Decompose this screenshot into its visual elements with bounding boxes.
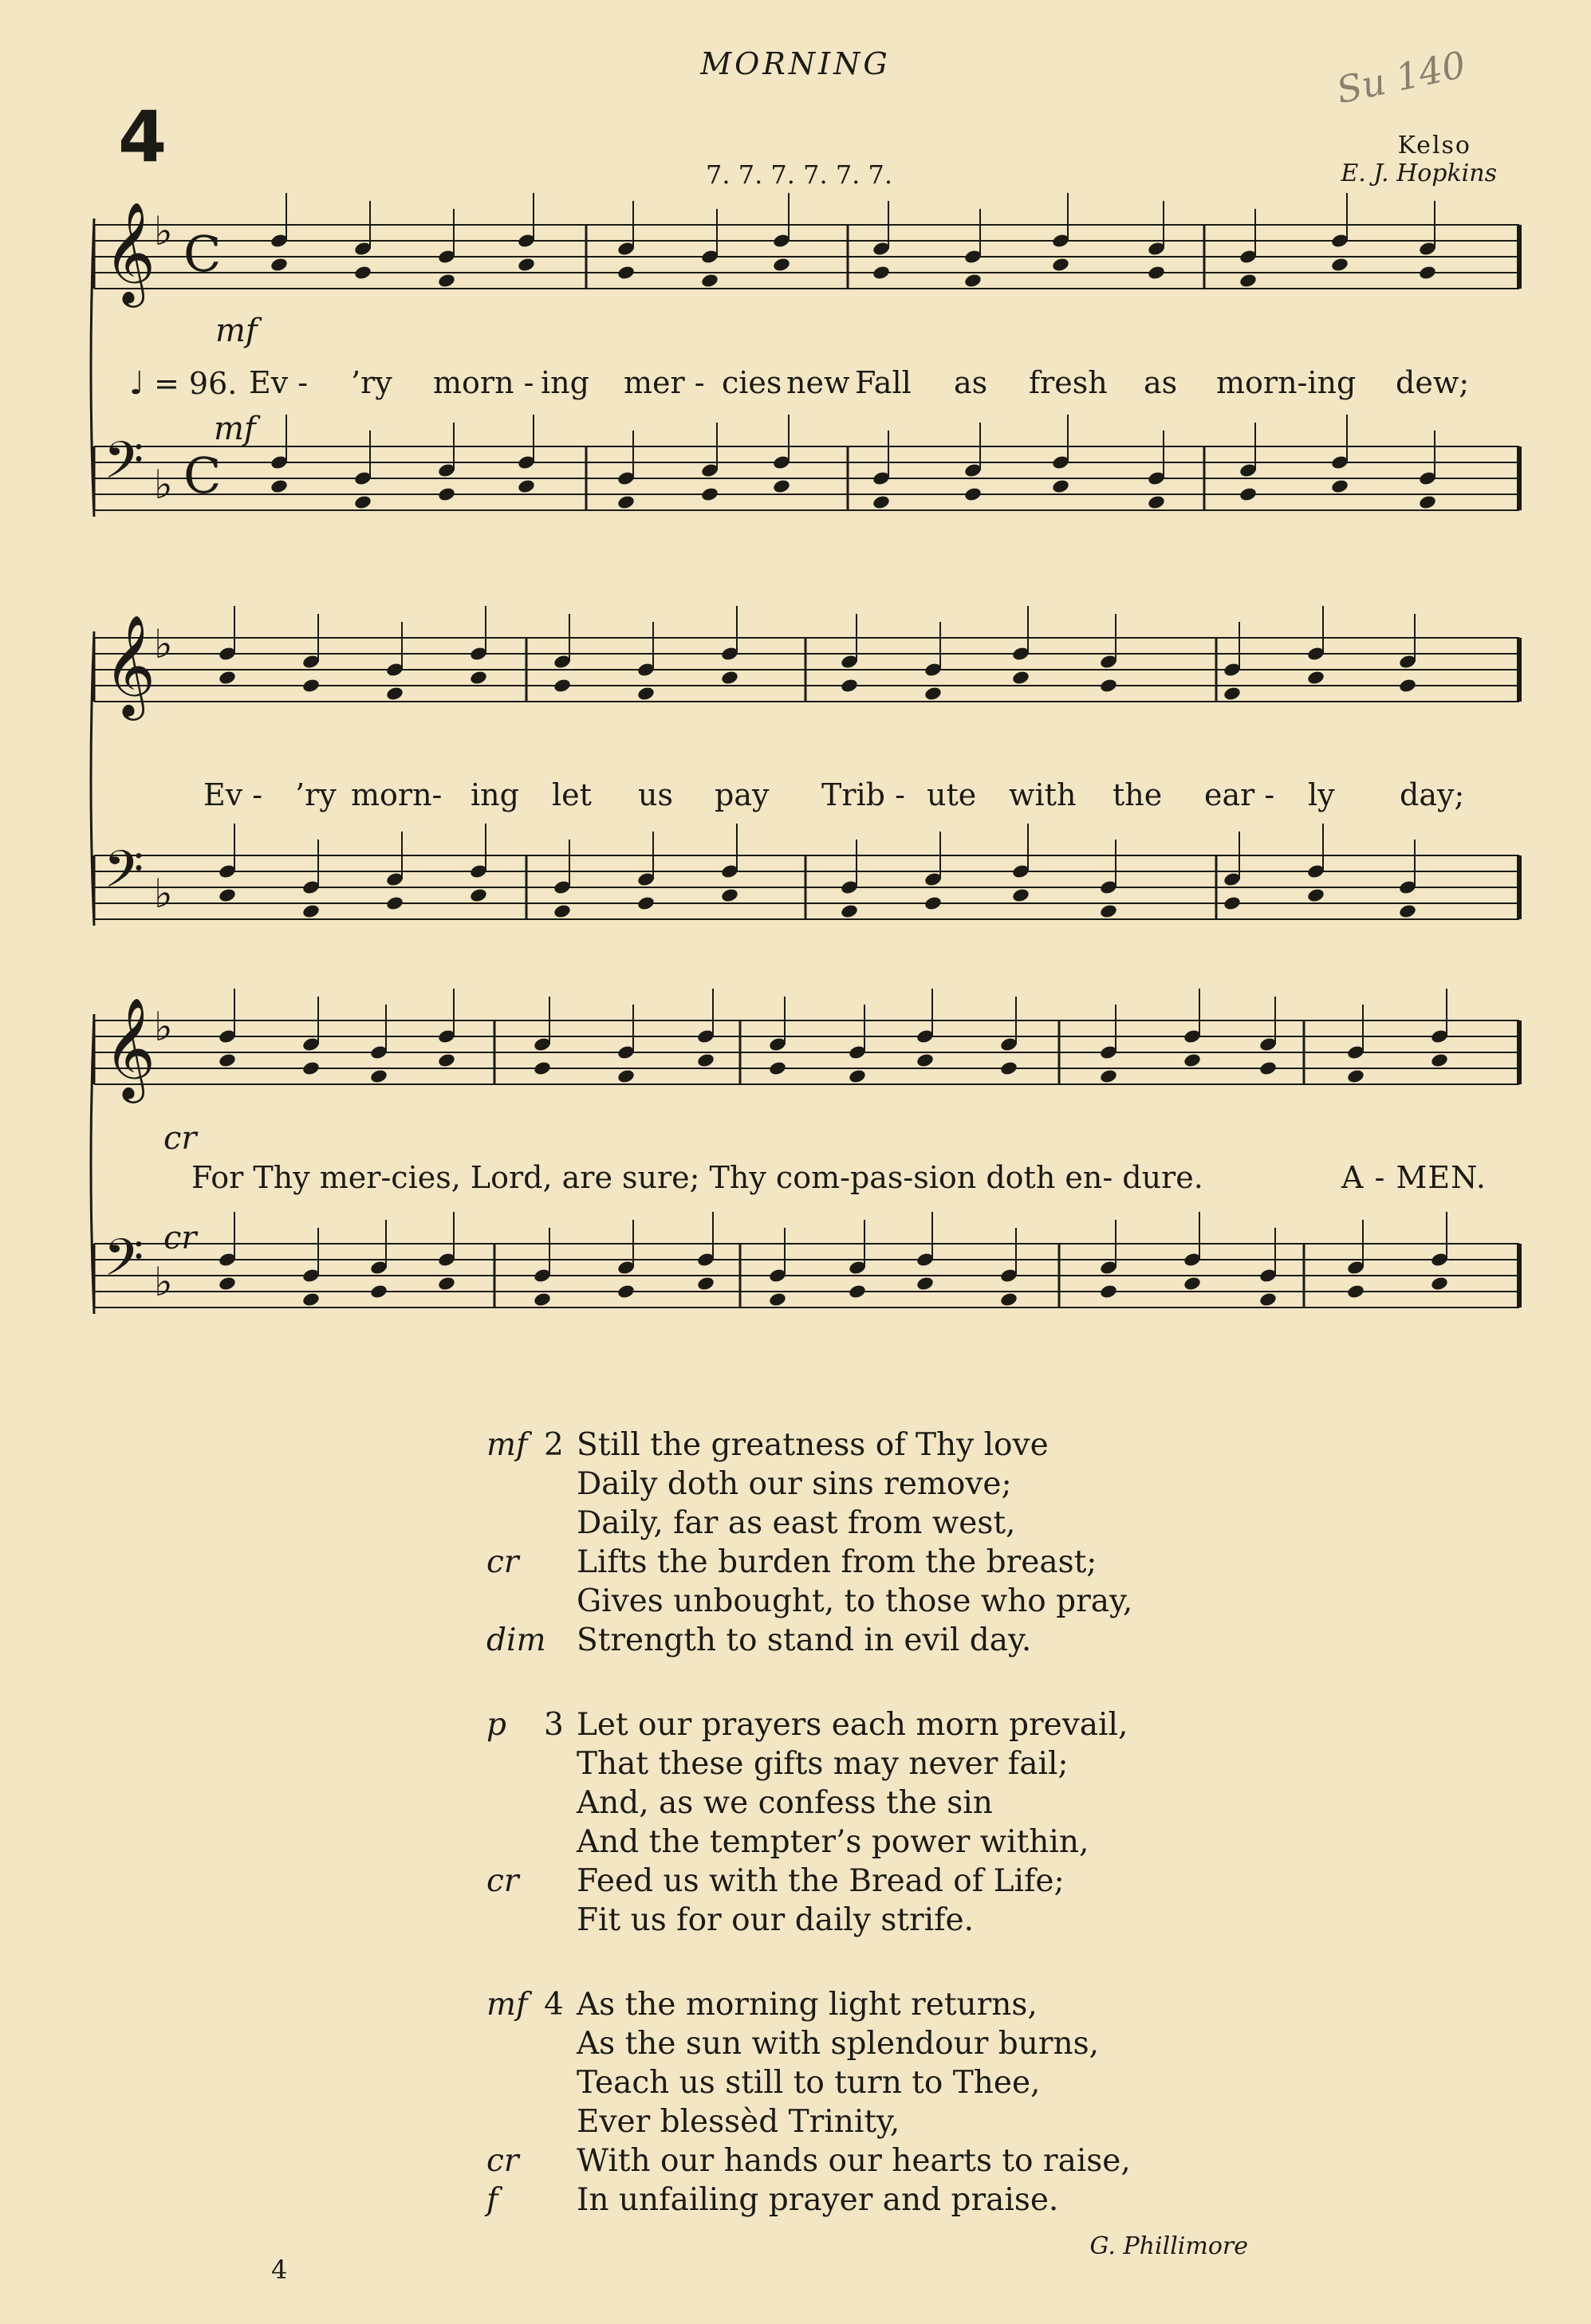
tune-name: Kelso bbox=[1397, 132, 1471, 159]
flat-icon: ♭ bbox=[154, 462, 173, 508]
lyric-syllable: the bbox=[1113, 777, 1163, 812]
notehead bbox=[916, 1052, 935, 1068]
notehead bbox=[1258, 1292, 1278, 1307]
notehead bbox=[1223, 686, 1242, 702]
dynamic-mark: cr bbox=[486, 1863, 519, 1899]
composer: E. J. Hopkins bbox=[1341, 159, 1497, 187]
verse-line bbox=[478, 2102, 1132, 2141]
notehead bbox=[923, 686, 943, 702]
notehead bbox=[636, 686, 656, 702]
notehead bbox=[1099, 903, 1118, 919]
treble-clef-icon: 𝄞 bbox=[104, 614, 156, 716]
verse-text: Daily doth our sins remove; bbox=[577, 1466, 1012, 1502]
verse-number: 2 bbox=[544, 1427, 564, 1463]
verse-line bbox=[478, 1425, 1132, 1465]
lyric-syllable: Trib - bbox=[821, 777, 905, 812]
verse-line bbox=[478, 1582, 1132, 1621]
dynamic-mark: dim bbox=[486, 1622, 546, 1658]
lyric-syllable: Ev - bbox=[203, 777, 263, 812]
pencil-annotation: Su 140 bbox=[1333, 42, 1470, 112]
hymn-author: G. Phillimore bbox=[1089, 2232, 1248, 2260]
common-time-icon: C bbox=[183, 225, 222, 283]
meter: 7. 7. 7. 7. 7. 7. bbox=[706, 159, 893, 190]
tempo-marking bbox=[129, 365, 237, 402]
notehead bbox=[768, 1292, 787, 1307]
lyric-syllable: fresh bbox=[1029, 365, 1108, 400]
notehead bbox=[553, 903, 572, 919]
notehead bbox=[1306, 887, 1325, 903]
dynamic-mark: p bbox=[486, 1707, 506, 1743]
verse-text: Let our prayers each morn prevail, bbox=[577, 1707, 1128, 1743]
lyric-syllable: morn - bbox=[433, 365, 534, 400]
notehead bbox=[517, 257, 536, 273]
lyric-syllable: dew; bbox=[1396, 365, 1470, 400]
notehead bbox=[533, 1292, 552, 1307]
notehead bbox=[999, 1060, 1018, 1076]
verse-number: 3 bbox=[544, 1707, 564, 1743]
lyric-syllable: morn- bbox=[351, 777, 443, 812]
lyric-syllable: Fall bbox=[855, 365, 912, 400]
notehead bbox=[1183, 1276, 1202, 1292]
lyric-syllable: mer - bbox=[624, 365, 705, 400]
notehead bbox=[533, 1060, 552, 1076]
notehead bbox=[469, 670, 488, 686]
bass-clef-icon: 𝄢 bbox=[104, 840, 144, 912]
verse-line bbox=[478, 2141, 1132, 2180]
dynamic-mark: cr bbox=[486, 2143, 519, 2179]
notehead bbox=[353, 265, 372, 281]
notehead bbox=[916, 1276, 935, 1292]
dynamic-mark: cr bbox=[163, 1120, 197, 1157]
lyric-syllable: ly bbox=[1308, 777, 1335, 812]
verse-number: 4 bbox=[544, 1987, 564, 2023]
notehead bbox=[1418, 265, 1437, 281]
dynamic-mark: mf bbox=[486, 1987, 528, 2023]
dynamic-mark: mf bbox=[215, 313, 258, 349]
treble-clef-icon: 𝄞 bbox=[104, 201, 156, 303]
notehead bbox=[437, 1052, 456, 1068]
notehead bbox=[517, 478, 536, 494]
notehead bbox=[1306, 670, 1325, 686]
lyric-syllable: as bbox=[1144, 365, 1178, 400]
stanza bbox=[478, 1705, 1132, 1940]
verse-line bbox=[478, 1543, 1132, 1582]
lyric-syllable: us bbox=[638, 777, 673, 812]
verse-text: With our hands our hearts to raise, bbox=[577, 2143, 1131, 2179]
notehead bbox=[301, 1060, 321, 1076]
notehead bbox=[1330, 478, 1349, 494]
notehead bbox=[616, 1284, 636, 1300]
notehead bbox=[768, 1060, 787, 1076]
verse-text: Feed us with the Bread of Life; bbox=[577, 1863, 1065, 1899]
verse-line bbox=[478, 1783, 1132, 1823]
notehead bbox=[218, 670, 237, 686]
notehead bbox=[218, 1276, 237, 1292]
notehead bbox=[636, 895, 656, 911]
lyric-syllable: with bbox=[1009, 777, 1077, 812]
verse-line bbox=[478, 2180, 1132, 2220]
notehead bbox=[616, 1068, 636, 1084]
verses-block bbox=[478, 1425, 1132, 2265]
verse-line bbox=[478, 2024, 1132, 2063]
notehead bbox=[1099, 678, 1118, 694]
lyric-syllable: morn-ing bbox=[1216, 365, 1357, 400]
verse-text: As the morning light returns, bbox=[577, 1987, 1038, 2023]
verse-text: Ever blessèd Trinity, bbox=[577, 2104, 900, 2140]
notehead bbox=[270, 257, 289, 273]
bass-clef-icon: 𝄢 bbox=[104, 1229, 144, 1300]
notehead bbox=[1099, 1068, 1118, 1084]
verse-line bbox=[478, 1465, 1132, 1504]
notehead bbox=[1239, 273, 1258, 289]
quarter-note-icon: ♩ bbox=[129, 365, 144, 402]
notehead bbox=[848, 1284, 867, 1300]
lyric-syllable: new bbox=[786, 365, 850, 400]
notehead bbox=[700, 273, 719, 289]
tempo-value: = 96. bbox=[153, 366, 238, 401]
verse-text: Teach us still to turn to Thee, bbox=[577, 2065, 1041, 2101]
notehead bbox=[616, 494, 636, 510]
notehead bbox=[301, 678, 321, 694]
notehead bbox=[1051, 257, 1070, 273]
flat-icon: ♭ bbox=[154, 621, 173, 667]
notehead bbox=[696, 1052, 715, 1068]
verse-line bbox=[478, 1823, 1132, 1862]
notehead bbox=[1147, 265, 1166, 281]
notehead bbox=[696, 1276, 715, 1292]
notehead bbox=[963, 486, 983, 502]
notehead bbox=[301, 1292, 321, 1307]
lyric-syllable: ing bbox=[471, 777, 519, 812]
notehead bbox=[1183, 1052, 1202, 1068]
lyric-syllable: ute bbox=[927, 777, 977, 812]
verse-line bbox=[478, 1621, 1132, 1660]
lyric-syllable: as bbox=[954, 365, 988, 400]
notehead bbox=[1011, 887, 1030, 903]
verse-text: Lifts the burden from the breast; bbox=[577, 1544, 1097, 1580]
verse-line bbox=[478, 1705, 1132, 1744]
notehead bbox=[1418, 494, 1437, 510]
lyric-syllable: day; bbox=[1400, 777, 1465, 812]
verse-line bbox=[478, 1985, 1132, 2024]
verse-text: Fit us for our daily strife. bbox=[577, 1902, 975, 1938]
flat-icon: ♭ bbox=[154, 1004, 173, 1050]
notehead bbox=[1051, 478, 1070, 494]
notehead bbox=[1330, 257, 1349, 273]
notehead bbox=[385, 895, 404, 911]
notehead bbox=[720, 887, 739, 903]
notehead bbox=[1011, 670, 1030, 686]
verse-line bbox=[478, 1504, 1132, 1543]
lyric-syllable: ing bbox=[541, 365, 589, 400]
notehead bbox=[999, 1292, 1018, 1307]
verse-text: And the tempter’s power within, bbox=[577, 1824, 1089, 1860]
lyric-syllable: let bbox=[552, 777, 592, 812]
lyric-syllable: Ev - bbox=[249, 365, 309, 400]
notehead bbox=[1346, 1068, 1365, 1084]
notehead bbox=[1398, 903, 1417, 919]
dynamic-mark: cr bbox=[486, 1544, 519, 1580]
lyrics-system-3: For Thy mer-cies, Lord, are sure; Thy com-pas-sion doth en- dure. bbox=[191, 1160, 1203, 1195]
notehead bbox=[872, 494, 891, 510]
lyric-syllable: pay bbox=[715, 777, 770, 812]
verse-text: And, as we confess the sin bbox=[577, 1785, 993, 1821]
treble-clef-icon: 𝄞 bbox=[104, 997, 156, 1099]
dynamic-mark: mf bbox=[486, 1427, 528, 1463]
notehead bbox=[1346, 1284, 1365, 1300]
bass-clef-icon: 𝄢 bbox=[104, 431, 144, 503]
amen-lyric: A - MEN. bbox=[1341, 1160, 1487, 1195]
notehead bbox=[840, 903, 859, 919]
notehead bbox=[963, 273, 983, 289]
notehead bbox=[1239, 486, 1258, 502]
lyric-syllable: ear - bbox=[1204, 777, 1275, 812]
notehead bbox=[437, 486, 456, 502]
notehead bbox=[353, 494, 372, 510]
notehead bbox=[616, 265, 636, 281]
dynamic-mark: mf bbox=[214, 411, 256, 447]
notehead bbox=[1099, 1284, 1118, 1300]
notehead bbox=[1398, 678, 1417, 694]
verse-text: In unfailing prayer and praise. bbox=[577, 2182, 1059, 2218]
section-title: MORNING bbox=[700, 46, 891, 81]
verse-text: Still the greatness of Thy love bbox=[577, 1427, 1049, 1463]
notehead bbox=[700, 486, 719, 502]
stanza bbox=[478, 1425, 1132, 1660]
flat-icon: ♭ bbox=[154, 871, 173, 917]
notehead bbox=[1223, 895, 1242, 911]
dynamic-mark: cr bbox=[163, 1220, 197, 1256]
flat-icon: ♭ bbox=[154, 208, 173, 254]
flat-icon: ♭ bbox=[154, 1259, 173, 1305]
notehead bbox=[848, 1068, 867, 1084]
notehead bbox=[872, 265, 891, 281]
notehead bbox=[437, 273, 456, 289]
notehead bbox=[1258, 1060, 1278, 1076]
lyric-syllable: ’ry bbox=[295, 777, 337, 812]
notehead bbox=[720, 670, 739, 686]
verse-text: Daily, far as east from west, bbox=[577, 1505, 1016, 1541]
notehead bbox=[1430, 1052, 1449, 1068]
verse-text: That these gifts may never fail; bbox=[577, 1746, 1069, 1782]
notehead bbox=[469, 887, 488, 903]
common-time-icon: C bbox=[183, 446, 222, 505]
notehead bbox=[772, 257, 791, 273]
notehead bbox=[218, 887, 237, 903]
notehead bbox=[553, 678, 572, 694]
verse-line bbox=[478, 1862, 1132, 1901]
page-number: 4 bbox=[271, 2255, 288, 2285]
notehead bbox=[385, 686, 404, 702]
verse-text: As the sun with splendour burns, bbox=[577, 2026, 1100, 2062]
hymn-number: 4 bbox=[118, 96, 167, 178]
verse-text: Strength to stand in evil day. bbox=[577, 1622, 1032, 1658]
verse-text: Gives unbought, to those who pray, bbox=[577, 1583, 1133, 1619]
verse-line bbox=[478, 2063, 1132, 2102]
notehead bbox=[218, 1052, 237, 1068]
notehead bbox=[301, 903, 321, 919]
verse-line bbox=[478, 1901, 1132, 1940]
dynamic-mark: f bbox=[486, 2182, 498, 2218]
lyric-syllable: cies bbox=[722, 365, 782, 400]
notehead bbox=[369, 1068, 388, 1084]
stanza bbox=[478, 1985, 1132, 2220]
notehead bbox=[1430, 1276, 1449, 1292]
verse-line bbox=[478, 1744, 1132, 1783]
notehead bbox=[1147, 494, 1166, 510]
notehead bbox=[840, 678, 859, 694]
notehead bbox=[923, 895, 943, 911]
notehead bbox=[369, 1284, 388, 1300]
lyric-syllable: ’ry bbox=[351, 365, 392, 400]
notehead bbox=[270, 478, 289, 494]
notehead bbox=[772, 478, 791, 494]
notehead bbox=[437, 1276, 456, 1292]
